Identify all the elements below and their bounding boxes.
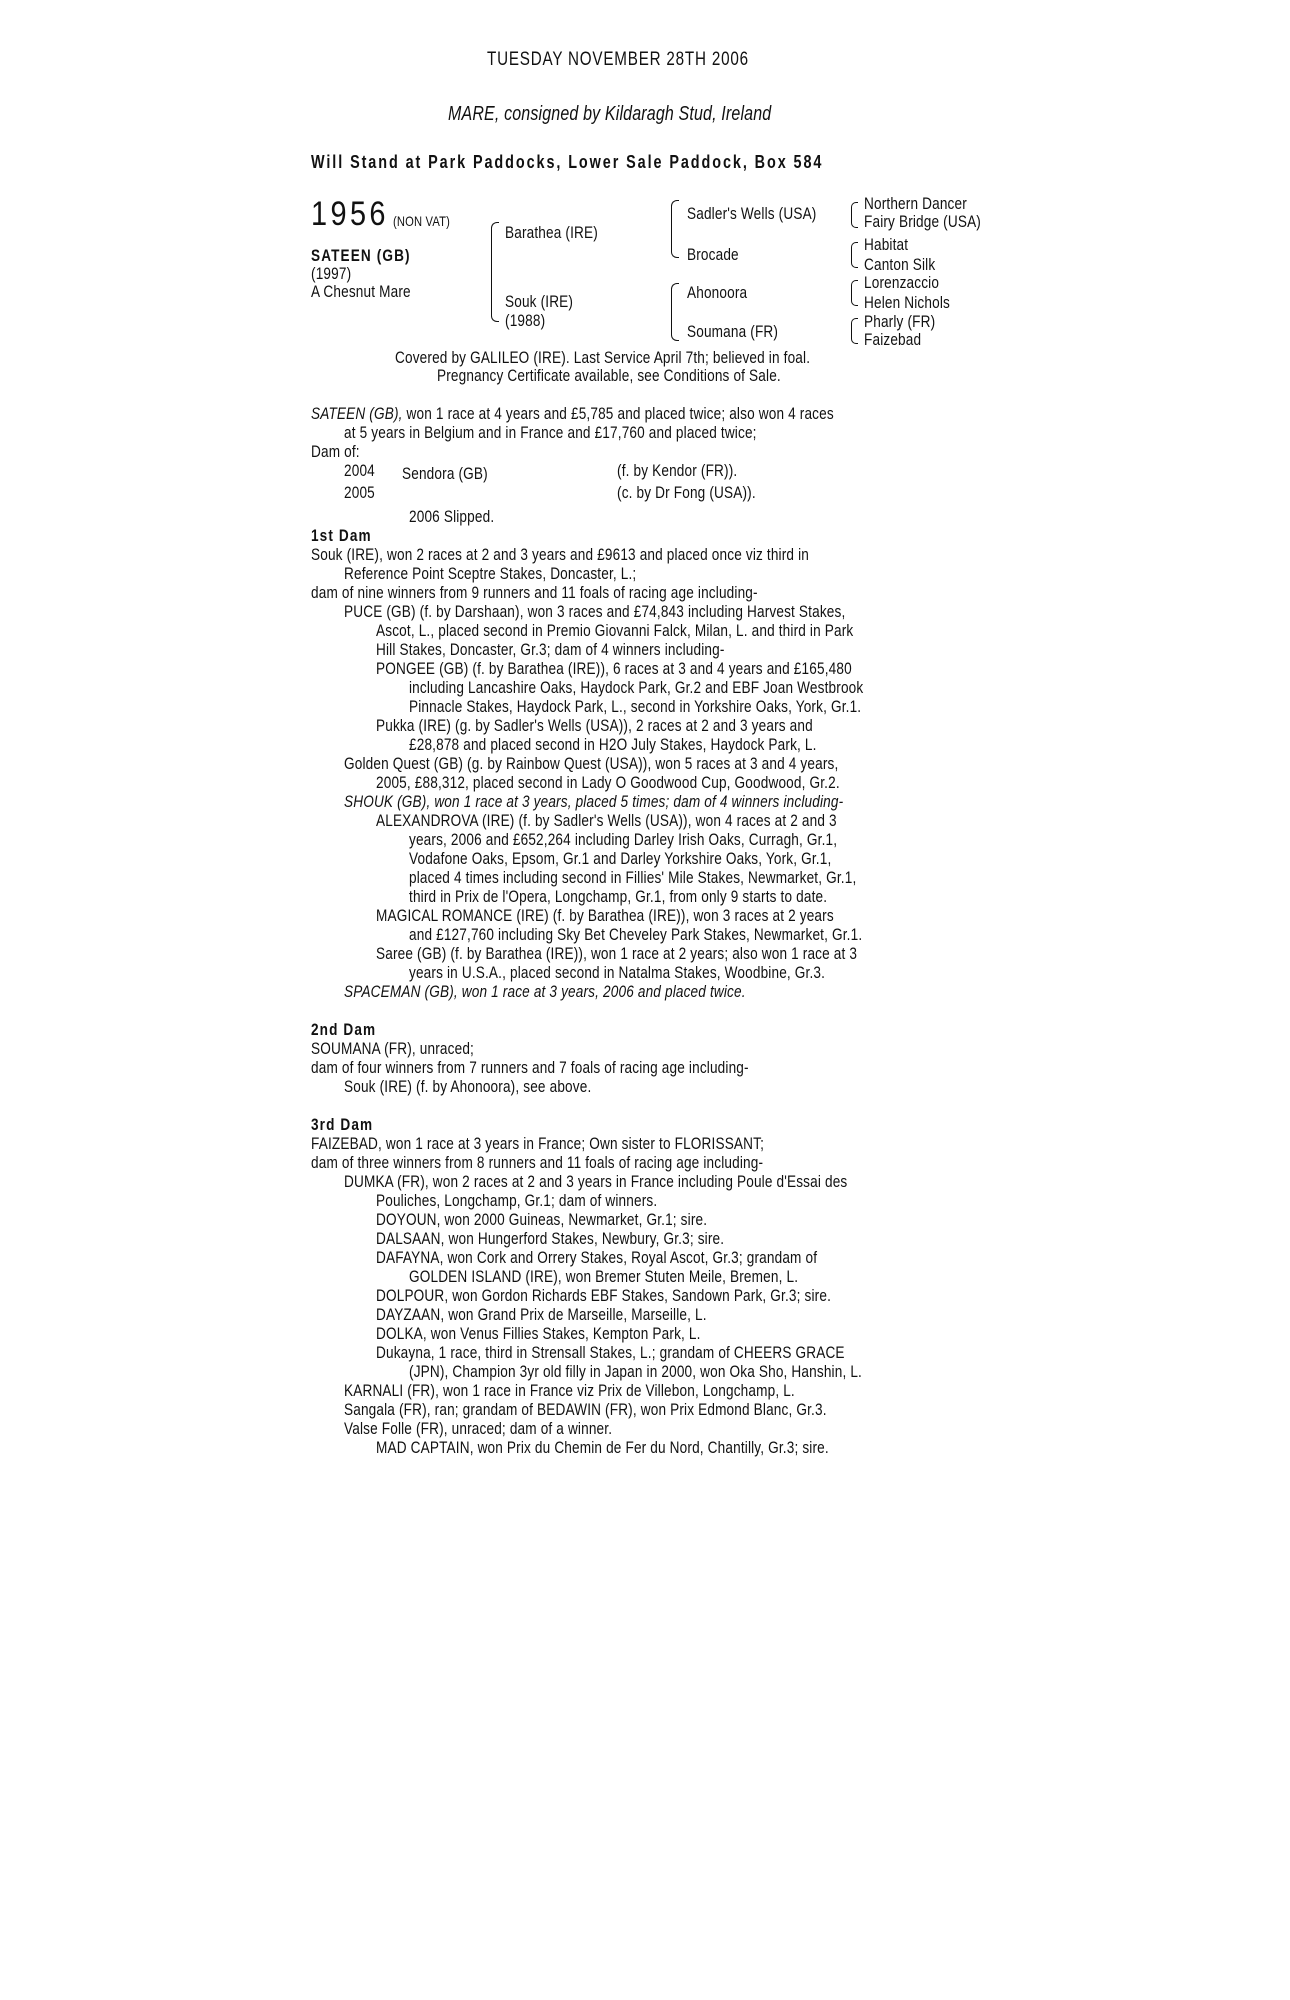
third-dam-line: MAD CAPTAIN, won Prix du Chemin de Fer du Nord, Chantilly, Gr.3; sire. (376, 1438, 829, 1457)
third-dam-line: DOLKA, won Venus Fillies Stakes, Kempton Park, L. (376, 1324, 701, 1343)
second-dam-line: dam of four winners from 7 runners and 7 foals of racing age including- (311, 1058, 749, 1077)
pedigree-dam-dam: Soumana (FR) (687, 322, 779, 341)
produce-2006-slipped: 2006 Slipped. (409, 507, 495, 526)
first-dam-line: SPACEMAN (GB), won 1 race at 3 years, 2006 and placed twice. (344, 982, 746, 1001)
first-dam-line: third in Prix de l'Opera, Longchamp, Gr.1, from only 9 starts to date. (409, 887, 828, 906)
first-dam-line: Hill Stakes, Doncaster, Gr.3; dam of 4 winners including- (376, 640, 725, 659)
first-dam-line: years in U.S.A., placed second in Natalma Stakes, Woodbine, Gr.3. (409, 963, 826, 982)
first-dam-heading: 1st Dam (311, 526, 372, 545)
third-dam-line: GOLDEN ISLAND (IRE), won Bremer Stuten Meile, Bremen, L. (409, 1267, 799, 1286)
third-dam-line: Dukayna, 1 race, third in Strensall Stakes, L.; grandam of CHEERS GRACE (376, 1343, 845, 1362)
first-dam-line: Pukka (IRE) (g. by Sadler's Wells (USA)), 2 races at 2 and 3 years and (376, 716, 813, 735)
produce-name-2004: Sendora (GB) (402, 464, 488, 483)
pedigree-sire-dam: Brocade (687, 245, 739, 264)
vat-status: (NON VAT) (393, 213, 451, 229)
first-dam-line: PONGEE (GB) (f. by Barathea (IRE)), 6 races at 3 and 4 years and £165,480 (376, 659, 852, 678)
pedigree-dam-sire: Ahonoora (687, 283, 748, 302)
third-dam-line: DAYZAAN, won Grand Prix de Marseille, Marseille, L. (376, 1305, 707, 1324)
pedigree-g3-4: Canton Silk (864, 255, 936, 274)
first-dam-line: MAGICAL ROMANCE (IRE) (f. by Barathea (IRE)), won 3 races at 2 years (376, 906, 834, 925)
third-dam-line: Pouliches, Longchamp, Gr.1; dam of winners. (376, 1191, 658, 1210)
first-dam-line: £28,878 and placed second in H2O July Stakes, Haydock Park, L. (409, 735, 817, 754)
pedigree-g3-6: Helen Nichols (864, 293, 950, 312)
stand-location: Will Stand at Park Paddocks, Lower Sale Paddock, Box 584 (311, 152, 824, 172)
pedigree-dam: Souk (IRE) (505, 292, 574, 311)
pedigree-dam-year: (1988) (505, 311, 546, 330)
pedigree-brace-g3-1 (851, 202, 858, 228)
third-dam-line: Valse Folle (FR), unraced; dam of a winner. (344, 1419, 613, 1438)
pedigree-brace-g3-2 (851, 242, 858, 268)
pedigree-g3-5: Lorenzaccio (864, 273, 940, 292)
consignor-line: MARE, consigned by Kildaragh Stud, Ireland (448, 103, 772, 125)
first-dam-line: placed 4 times including second in Fillies' Mile Stakes, Newmarket, Gr.1, (409, 868, 857, 887)
pedigree-g3-7: Pharly (FR) (864, 312, 936, 331)
second-dam-line: SOUMANA (FR), unraced; (311, 1039, 474, 1058)
covered-line-2: Pregnancy Certificate available, see Conditions of Sale. (437, 366, 781, 385)
first-dam-line: dam of nine winners from 9 runners and 11 foals of racing age including- (311, 583, 758, 602)
pedigree-brace-g3-3 (851, 280, 858, 306)
pedigree-brace-sire (671, 200, 679, 258)
pedigree-sire-sire: Sadler's Wells (USA) (687, 204, 817, 223)
pedigree-brace-dam (671, 283, 679, 341)
first-dam-line: Reference Point Sceptre Stakes, Doncaster, L.; (344, 564, 637, 583)
second-dam-line: Souk (IRE) (f. by Ahonoora), see above. (344, 1077, 592, 1096)
covered-line-1: Covered by GALILEO (IRE). Last Service April 7th; believed in foal. (395, 348, 811, 367)
first-dam-line: including Lancashire Oaks, Haydock Park, Gr.2 and EBF Joan Westbrook (409, 678, 864, 697)
produce-detail-2004: (f. by Kendor (FR)). (617, 461, 738, 480)
sateen-name: SATEEN (GB), (311, 404, 403, 423)
third-dam-line: DALSAAN, won Hungerford Stakes, Newbury, Gr.3; sire. (376, 1229, 725, 1248)
third-dam-line: Sangala (FR), ran; grandam of BEDAWIN (FR), won Prix Edmond Blanc, Gr.3. (344, 1400, 827, 1419)
pedigree-g3-3: Habitat (864, 235, 909, 254)
third-dam-line: dam of three winners from 8 runners and 11 foals of racing age including- (311, 1153, 764, 1172)
first-dam-line: PUCE (GB) (f. by Darshaan), won 3 races and £74,843 including Harvest Stakes, (344, 602, 846, 621)
first-dam-line: Saree (GB) (f. by Barathea (IRE)), won 1 race at 2 years; also won 1 race at 3 (376, 944, 858, 963)
pedigree-g3-1: Northern Dancer (864, 194, 967, 213)
third-dam-line: (JPN), Champion 3yr old filly in Japan in 2000, won Oka Sho, Hanshin, L. (409, 1362, 862, 1381)
produce-detail-2005: (c. by Dr Fong (USA)). (617, 483, 756, 502)
third-dam-line: DOLPOUR, won Gordon Richards EBF Stakes, Sandown Park, Gr.3; sire. (376, 1286, 832, 1305)
produce-year-2004: 2004 (344, 461, 375, 480)
pedigree-brace-g3-4 (851, 318, 858, 344)
first-dam-line: 2005, £88,312, placed second in Lady O Goodwood Cup, Goodwood, Gr.2. (376, 773, 840, 792)
sateen-record-line-2: at 5 years in Belgium and in France and £17,760 and placed twice; (344, 423, 757, 442)
horse-name: SATEEN (GB) (311, 246, 411, 265)
pedigree-g3-2: Fairy Bridge (USA) (864, 212, 981, 231)
first-dam-line: years, 2006 and £652,264 including Darley Irish Oaks, Curragh, Gr.1, (409, 830, 838, 849)
dam-of-label: Dam of: (311, 442, 360, 461)
sateen-record-text: won 1 race at 4 years and £5,785 and placed twice; also won 4 races (402, 404, 834, 423)
third-dam-line: DUMKA (FR), won 2 races at 2 and 3 years in France including Poule d'Essai des (344, 1172, 848, 1191)
second-dam-heading: 2nd Dam (311, 1020, 377, 1039)
third-dam-heading: 3rd Dam (311, 1115, 374, 1134)
third-dam-line: DAFAYNA, won Cork and Orrery Stakes, Royal Ascot, Gr.3; grandam of (376, 1248, 818, 1267)
third-dam-line: FAIZEBAD, won 1 race at 3 years in France; Own sister to FLORISSANT; (311, 1134, 765, 1153)
first-dam-line: Golden Quest (GB) (g. by Rainbow Quest (USA)), won 5 races at 3 and 4 years, (344, 754, 839, 773)
pedigree-g3-8: Faizebad (864, 330, 922, 349)
sale-date: TUESDAY NOVEMBER 28TH 2006 (487, 49, 749, 70)
produce-year-2005: 2005 (344, 483, 375, 502)
lot-number: 1956 (311, 195, 389, 233)
pedigree-sire: Barathea (IRE) (505, 223, 598, 242)
first-dam-line: and £127,760 including Sky Bet Cheveley Park Stakes, Newmarket, Gr.1. (409, 925, 863, 944)
first-dam-line: ALEXANDROVA (IRE) (f. by Sadler's Wells (USA)), won 4 races at 2 and 3 (376, 811, 837, 830)
pedigree-brace-main (491, 222, 499, 322)
third-dam-line: DOYOUN, won 2000 Guineas, Newmarket, Gr.1; sire. (376, 1210, 708, 1229)
third-dam-line: KARNALI (FR), won 1 race in France viz Prix de Villebon, Longchamp, L. (344, 1381, 795, 1400)
first-dam-line: Pinnacle Stakes, Haydock Park, L., second in Yorkshire Oaks, York, Gr.1. (409, 697, 862, 716)
horse-description: A Chesnut Mare (311, 282, 411, 301)
first-dam-line: Vodafone Oaks, Epsom, Gr.1 and Darley Yorkshire Oaks, York, Gr.1, (409, 849, 832, 868)
sateen-record-line-1 (311, 404, 834, 423)
horse-year: (1997) (311, 264, 352, 283)
first-dam-line: Souk (IRE), won 2 races at 2 and 3 years and £9613 and placed once viz third in (311, 545, 809, 564)
first-dam-line: Ascot, L., placed second in Premio Giovanni Falck, Milan, L. and third in Park (376, 621, 854, 640)
first-dam-line: SHOUK (GB), won 1 race at 3 years, placed 5 times; dam of 4 winners including- (344, 792, 844, 811)
